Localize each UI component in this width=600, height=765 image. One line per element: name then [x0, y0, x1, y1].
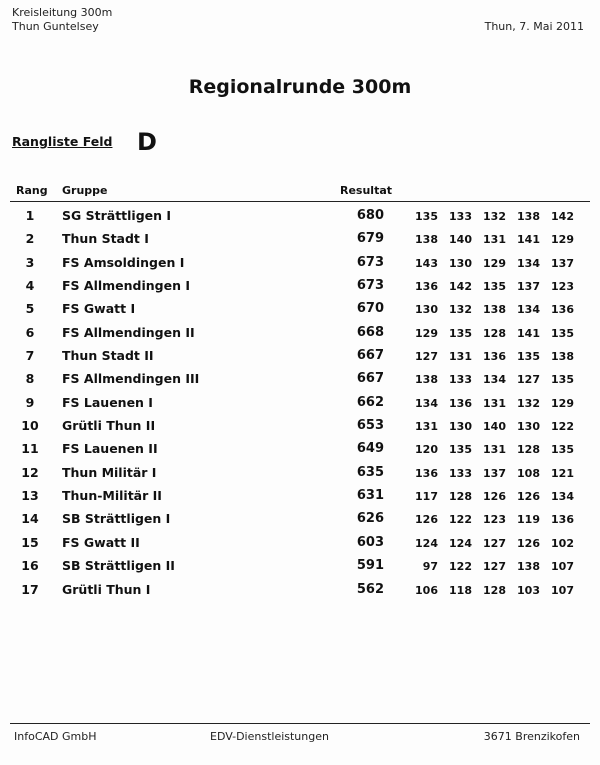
- row-series-score: 126: [483, 490, 506, 504]
- table-row: [0, 229, 600, 252]
- row-rank: 17: [21, 581, 39, 597]
- row-series-score: 135: [517, 350, 540, 364]
- table-row: [0, 439, 600, 462]
- row-series-score: 138: [415, 373, 438, 387]
- row-series-score: 126: [415, 513, 438, 527]
- table-row: [0, 369, 600, 392]
- table-row: [0, 416, 600, 439]
- footer-company: InfoCAD GmbH: [14, 730, 97, 743]
- row-group: Thun-Militär II: [62, 488, 162, 504]
- row-series-score: 127: [483, 536, 506, 550]
- row-series-score: 135: [551, 373, 574, 387]
- row-group: Thun Militär I: [62, 464, 157, 480]
- row-rank: 5: [25, 301, 35, 317]
- row-series-score: 133: [449, 373, 472, 387]
- row-series-score: 134: [517, 256, 540, 270]
- row-group: SB Strättligen I: [62, 511, 171, 527]
- row-series-score: 142: [551, 210, 574, 223]
- row-series-score: 135: [551, 443, 574, 457]
- row-group: FS Lauenen II: [62, 441, 158, 457]
- table-row: [0, 486, 600, 509]
- row-series-score: 136: [415, 280, 438, 294]
- row-series-score: 119: [517, 513, 540, 527]
- row-series-score: 131: [449, 350, 472, 364]
- row-series-score: 130: [415, 303, 438, 317]
- row-series-score: 129: [551, 233, 574, 247]
- row-series-score: 137: [483, 466, 506, 480]
- row-series-score: 135: [551, 326, 574, 340]
- row-result: 673: [356, 278, 384, 294]
- header-org-line2: Thun Guntelsey: [12, 20, 99, 33]
- column-header-group: Gruppe: [62, 184, 108, 197]
- row-rank: 6: [25, 324, 35, 340]
- row-series-score: 126: [517, 490, 540, 504]
- row-series-score: 135: [483, 280, 506, 294]
- row-rank: 2: [25, 231, 35, 247]
- row-series-score: 137: [517, 280, 540, 294]
- row-series-score: 133: [449, 210, 472, 223]
- row-rank: 16: [21, 558, 39, 574]
- row-series-score: 127: [517, 373, 540, 387]
- row-series-score: 128: [517, 443, 540, 457]
- table-row: [0, 463, 600, 486]
- row-series-score: 128: [483, 326, 506, 340]
- table-row: [0, 509, 600, 532]
- row-series-score: 127: [483, 560, 506, 574]
- row-rank: 9: [25, 394, 35, 410]
- row-series-score: 129: [415, 326, 438, 340]
- row-series-score: 122: [449, 560, 472, 574]
- row-result: 562: [356, 581, 384, 597]
- row-rank: 15: [21, 534, 39, 550]
- row-series-score: 138: [551, 350, 574, 364]
- row-series-score: 97: [422, 560, 438, 574]
- row-series-score: 135: [415, 210, 438, 223]
- row-series-score: 136: [551, 513, 574, 527]
- row-result: 662: [356, 394, 384, 410]
- row-series-score: 102: [551, 536, 574, 550]
- row-rank: 4: [25, 278, 35, 294]
- row-series-score: 131: [483, 233, 506, 247]
- row-series-score: 123: [483, 513, 506, 527]
- row-series-score: 134: [483, 373, 506, 387]
- ranking-subtitle: Rangliste Feld: [12, 134, 113, 149]
- column-header-rank: Rang: [16, 184, 48, 197]
- row-rank: 8: [25, 371, 35, 387]
- row-series-score: 137: [551, 256, 574, 270]
- row-group: Grütli Thun I: [62, 581, 151, 597]
- row-series-score: 138: [483, 303, 506, 317]
- table-row: [0, 556, 600, 579]
- row-series-score: 132: [483, 210, 506, 223]
- row-series-score: 134: [551, 490, 574, 504]
- row-series-score: 132: [517, 396, 540, 410]
- row-group: SB Strättligen II: [62, 558, 175, 574]
- row-series-score: 138: [517, 560, 540, 574]
- row-group: FS Allmendingen II: [62, 324, 195, 340]
- table-row: [0, 253, 600, 276]
- row-result: 653: [356, 418, 384, 434]
- row-rank: 14: [21, 511, 39, 527]
- row-result: 591: [356, 558, 384, 574]
- row-group: FS Amsoldingen I: [62, 254, 185, 270]
- row-rank: 13: [21, 488, 39, 504]
- row-series-score: 131: [483, 443, 506, 457]
- row-group: FS Gwatt II: [62, 534, 140, 550]
- header-divider: [10, 201, 590, 202]
- row-series-score: 128: [449, 490, 472, 504]
- row-series-score: 121: [551, 466, 574, 480]
- row-series-score: 108: [517, 466, 540, 480]
- row-series-score: 129: [483, 256, 506, 270]
- row-result: 649: [356, 441, 384, 457]
- row-series-score: 138: [517, 210, 540, 223]
- row-rank: 10: [21, 418, 39, 434]
- row-series-score: 134: [415, 396, 438, 410]
- row-result: 673: [356, 254, 384, 270]
- row-series-score: 126: [517, 536, 540, 550]
- row-group: SG Strättligen I: [62, 208, 172, 223]
- row-series-score: 136: [483, 350, 506, 364]
- row-series-score: 136: [449, 396, 472, 410]
- column-header-result: Resultat: [340, 184, 393, 197]
- row-series-score: 130: [449, 256, 472, 270]
- ranking-table: [0, 206, 600, 603]
- table-row: [0, 393, 600, 416]
- table-row: [0, 346, 600, 369]
- row-series-score: 138: [415, 233, 438, 247]
- row-series-score: 135: [449, 443, 472, 457]
- row-series-score: 124: [415, 536, 438, 550]
- row-result: 635: [356, 464, 384, 480]
- row-series-score: 122: [551, 420, 574, 434]
- row-series-score: 107: [551, 583, 574, 597]
- table-row: [0, 276, 600, 299]
- row-rank: 7: [25, 348, 35, 364]
- row-result: 679: [356, 231, 384, 247]
- header-org-line1: Kreisleitung 300m: [12, 6, 113, 19]
- row-series-score: 127: [415, 350, 438, 364]
- table-row: [0, 206, 600, 229]
- field-letter: D: [137, 128, 157, 156]
- row-group: FS Lauenen I: [62, 394, 153, 410]
- row-rank: 12: [21, 464, 39, 480]
- row-series-score: 140: [449, 233, 472, 247]
- row-series-score: 135: [449, 326, 472, 340]
- row-result: 668: [356, 324, 384, 340]
- row-series-score: 136: [551, 303, 574, 317]
- row-series-score: 142: [449, 280, 472, 294]
- row-group: FS Gwatt I: [62, 301, 136, 317]
- row-series-score: 136: [415, 466, 438, 480]
- row-series-score: 131: [483, 396, 506, 410]
- row-series-score: 131: [415, 420, 438, 434]
- table-row: [0, 323, 600, 346]
- row-series-score: 103: [517, 583, 540, 597]
- row-series-score: 133: [449, 466, 472, 480]
- table-row: [0, 299, 600, 322]
- row-series-score: 130: [517, 420, 540, 434]
- row-result: 667: [356, 348, 384, 364]
- table-row: [0, 580, 600, 603]
- row-result: 626: [356, 511, 384, 527]
- row-series-score: 143: [415, 256, 438, 270]
- row-series-score: 132: [449, 303, 472, 317]
- row-series-score: 120: [415, 443, 438, 457]
- row-series-score: 128: [483, 583, 506, 597]
- header-date: Thun, 7. Mai 2011: [484, 20, 584, 33]
- row-group: Grütli Thun II: [62, 418, 156, 434]
- row-series-score: 124: [449, 536, 472, 550]
- row-series-score: 123: [551, 280, 574, 294]
- row-series-score: 117: [415, 490, 438, 504]
- row-series-score: 141: [517, 233, 540, 247]
- row-result: 603: [356, 534, 384, 550]
- row-series-score: 130: [449, 420, 472, 434]
- footer-divider: [10, 723, 590, 724]
- row-series-score: 106: [415, 583, 438, 597]
- row-group: FS Allmendingen III: [62, 371, 200, 387]
- row-series-score: 134: [517, 303, 540, 317]
- row-result: 667: [356, 371, 384, 387]
- row-group: Thun Stadt II: [62, 348, 154, 364]
- row-result: 631: [356, 488, 384, 504]
- row-series-score: 122: [449, 513, 472, 527]
- header-organizer: [12, 6, 112, 34]
- row-series-score: 107: [551, 560, 574, 574]
- row-result: 670: [356, 301, 384, 317]
- footer-service: EDV-Dienstleistungen: [210, 730, 329, 743]
- row-series-score: 141: [517, 326, 540, 340]
- row-rank: 1: [25, 208, 35, 223]
- row-series-score: 118: [449, 583, 472, 597]
- row-group: Thun Stadt I: [62, 231, 149, 247]
- row-result: 680: [356, 208, 384, 223]
- footer-location: 3671 Brenzikofen: [483, 730, 580, 743]
- row-series-score: 140: [483, 420, 506, 434]
- row-rank: 3: [25, 254, 35, 270]
- row-rank: 11: [21, 441, 39, 457]
- table-row: [0, 533, 600, 556]
- page-title: Regionalrunde 300m: [188, 76, 412, 98]
- row-series-score: 129: [551, 396, 574, 410]
- row-group: FS Allmendingen I: [62, 278, 190, 294]
